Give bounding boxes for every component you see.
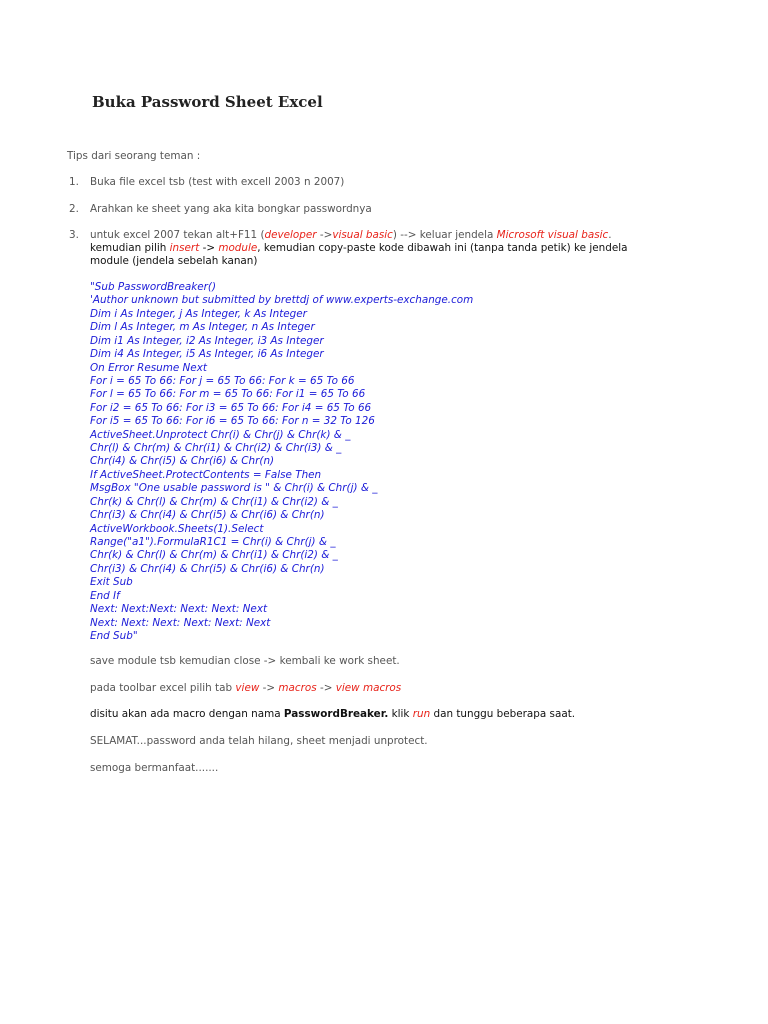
- code-line: Chr(i4) & Chr(i5) & Chr(i6) & Chr(n): [90, 455, 275, 468]
- step-3-text: untuk excel 2007 tekan alt+F11 (: [90, 229, 265, 241]
- macro-text: disitu akan ada macro dengan nama: [90, 708, 284, 720]
- step-1-number: 1.: [69, 176, 79, 188]
- step-3-text: kemudian pilih: [90, 242, 170, 254]
- code-line: Next: Next:Next: Next: Next: Next: [90, 603, 268, 616]
- macro-name: PasswordBreaker.: [283, 708, 389, 720]
- code-line: For l = 65 To 66: For m = 65 To 66: For i1 = 65 To 66: [90, 388, 366, 401]
- code-line: Chr(l) & Chr(m) & Chr(i1) & Chr(i2) & Chr(i3) & _: [90, 442, 342, 455]
- code-line: Next: Next: Next: Next: Next: Next: [90, 616, 271, 629]
- ms-visual-basic-highlight: Microsoft visual basic: [496, 229, 609, 241]
- code-line: For i = 65 To 66: For j = 65 To 66: For k = 65 To 66: [90, 374, 355, 387]
- step-3-text: ) --> keluar jendela: [392, 229, 497, 241]
- code-line: On Error Resume Next: [90, 361, 207, 374]
- code-line: Chr(i3) & Chr(i4) & Chr(i5) & Chr(i6) & Chr(n): [90, 562, 325, 575]
- module-highlight: module: [218, 242, 258, 254]
- macro-text: klik: [388, 708, 413, 720]
- save-instruction: save module tsb kemudian close -> kembali ke work sheet.: [90, 655, 400, 667]
- step-3-text: , kemudian copy-paste kode dibawah ini (tanpa tanda petik) ke jendela: [257, 242, 628, 254]
- run-highlight: run: [412, 708, 431, 720]
- code-line: Chr(k) & Chr(l) & Chr(m) & Chr(i1) & Chr(i2) & _: [90, 495, 338, 508]
- view-macros-highlight: view macros: [335, 682, 402, 694]
- developer-highlight: developer: [264, 229, 317, 241]
- step-3-number: 3.: [69, 229, 79, 241]
- insert-highlight: insert: [169, 242, 200, 254]
- arrow-text: ->: [259, 682, 279, 694]
- step-2-text: Arahkan ke sheet yang aka kita bongkar passwordnya: [90, 203, 372, 215]
- macros-highlight: macros: [278, 682, 317, 694]
- code-line: Chr(k) & Chr(l) & Chr(m) & Chr(i1) & Chr(i2) & _: [90, 549, 338, 562]
- code-line: If ActiveSheet.ProtectContents = False Then: [90, 468, 322, 481]
- closing-text: semoga bermanfaat.......: [90, 762, 219, 774]
- view-highlight: view: [235, 682, 260, 694]
- intro-text: Tips dari seorang teman :: [67, 150, 201, 162]
- code-line: Range("a1").FormulaR1C1 = Chr(i) & Chr(j) & _: [90, 536, 336, 549]
- code-line: Dim i1 As Integer, i2 As Integer, i3 As Integer: [90, 334, 324, 347]
- step-3-line-2: [90, 242, 627, 255]
- code-line: Chr(i3) & Chr(i4) & Chr(i5) & Chr(i6) & Chr(n): [90, 509, 325, 522]
- toolbar-instruction: [90, 682, 401, 695]
- step-3-line-3: module (jendela sebelah kanan): [90, 255, 258, 267]
- macro-instruction: [90, 708, 575, 721]
- macro-text: dan tunggu beberapa saat.: [430, 708, 576, 720]
- code-line: 'Author unknown but submitted by brettdj of www.experts-exchange.com: [90, 294, 474, 307]
- code-line: For i2 = 65 To 66: For i3 = 65 To 66: For i4 = 65 To 66: [90, 401, 372, 414]
- code-line: End If: [90, 589, 120, 602]
- step-2-number: 2.: [69, 203, 79, 215]
- code-line: "Sub PasswordBreaker(): [90, 281, 216, 293]
- visual-basic-highlight: visual basic: [332, 229, 393, 241]
- code-line: MsgBox "One usable password is " & Chr(i) & Chr(j) & _: [90, 482, 378, 495]
- code-line: For i5 = 65 To 66: For i6 = 65 To 66: For n = 32 To 126: [90, 415, 375, 428]
- code-line: Dim i As Integer, j As Integer, k As Integer: [90, 307, 307, 320]
- success-message: SELAMAT...password anda telah hilang, sheet menjadi unprotect.: [90, 735, 428, 747]
- code-line: Exit Sub: [90, 576, 133, 589]
- step-3-line-1: [90, 229, 612, 242]
- code-line: Dim l As Integer, m As Integer, n As Integer: [90, 321, 315, 334]
- step-1-text: Buka file excel tsb (test with excell 2003 n 2007): [90, 176, 345, 188]
- step-3-text: ->: [199, 242, 219, 254]
- code-line: ActiveWorkbook.Sheets(1).Select: [90, 522, 264, 535]
- page-title: Buka Password Sheet Excel: [92, 93, 323, 111]
- toolbar-text: pada toolbar excel pilih tab: [90, 682, 236, 694]
- step-3-text: .: [608, 229, 612, 241]
- code-line: ActiveSheet.Unprotect Chr(i) & Chr(j) & Chr(k) & _: [90, 428, 351, 441]
- code-line: End Sub": [90, 629, 138, 642]
- step-3-text: ->: [316, 229, 333, 241]
- vba-code-block: [90, 281, 473, 643]
- code-line: Dim i4 As Integer, i5 As Integer, i6 As Integer: [90, 348, 324, 361]
- arrow-text: ->: [316, 682, 336, 694]
